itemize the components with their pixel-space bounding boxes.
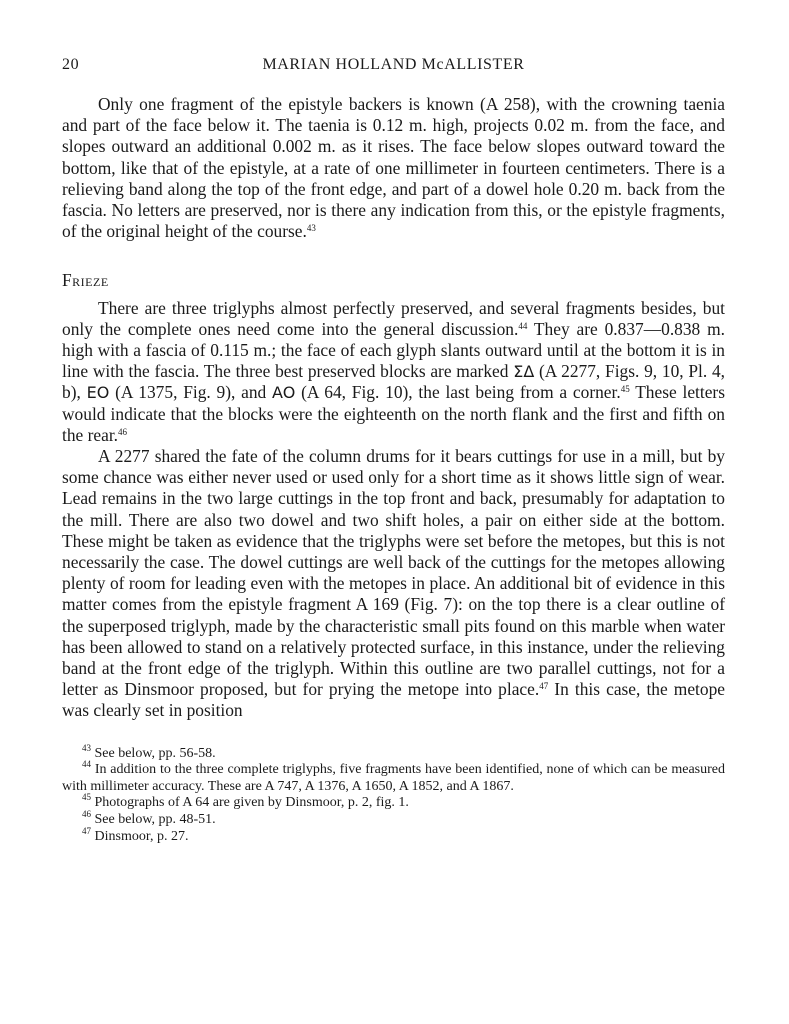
footnote-number: 45 [82,792,91,803]
paragraph-text: These letters would indicate that the blocks were the eighteenth on the north flank and the first and fifth on the rear. [62,382,725,445]
paragraph-triglyphs [62,298,725,446]
body-text [62,94,725,722]
page [62,56,725,845]
paragraph-text: In this case, the metope was clearly set in position [62,679,725,721]
block-letters-sigma-delta: ΣΔ [513,362,535,382]
footnote-ref-46: 46 [118,426,128,437]
footnote-ref-47: 47 [539,681,549,692]
footnote-45 [62,792,725,812]
paragraph-text: (A 2277, Figs. 9, 10, Pl. 4, b), [62,361,725,403]
paragraph-text: A 2277 shared the fate of the column drums for it bears cuttings for use in a mill, but by some chance was either never used or used only for a short time as it shows little sign of wear. Lead remains in the two large cuttings in the top front and back, presumably for adaptation to the mill. There are also two dowel and two shift holes, a pair on either side at the bottom. These might be taken as evidence that the triglyphs were set before the metopes, but this is not necessarily the case. The dowel cuttings are well back of the cuttings for the metopes allowing plenty of room for leading even with the metopes in place. An additional bit of evidence in this matter comes from the epistyle fragment A 169 (Fig. 7): on the top there is a clear outline of the superposed triglyph, made by the characteristic small pits found on this marble when water has been allowed to stand on a relatively protected surface, in this instance, under the relieving band at the front edge of the triglyph. Within this outline are two parallel cuttings, not for a letter as Dinsmoor proposed, but for prying the metope into place. [62,446,725,700]
footnote-47 [62,825,725,846]
footnote-ref-45: 45 [620,384,630,395]
block-letters-ao: AO [272,383,296,403]
footnote-44 [62,759,725,795]
paragraph-text: There are three triglyphs almost perfectly preserved, and several fragments besides, but only the complete ones need come into the general discussion. [62,297,725,339]
page-number: 20 [62,56,80,73]
section-heading-frieze: Frieze [62,270,109,291]
paragraph-text: (A 1375, Fig. 9), and [109,382,273,403]
footnote-text: See below, pp. 56-58. [91,745,216,761]
footnote-number: 47 [82,825,91,836]
footnote-number: 46 [82,809,91,820]
paragraph-text: They are 0.837—0.838 m. high with a fascia of 0.115 m.; the face of each glyph slants outward until at the bottom it is in line with the fascia. The three best preserved blocks are marked [62,318,725,382]
footnote-text: See below, pp. 48-51. [91,812,216,828]
footnotes [62,742,725,846]
footnote-text: Photographs of A 64 are given by Dinsmoor, p. 2, fig. 1. [91,795,409,811]
footnote-46 [62,809,725,829]
paragraph-text: (A 64, Fig. 10), the last being from a corner. [295,382,621,403]
block-letters-eo: EO [86,383,110,403]
paragraph-a2277 [62,446,725,722]
paragraph-epistyle-backers [62,94,725,242]
paragraph-text: Only one fragment of the epistyle backers is known (A 258), with the crowning taenia and part of the face below it. The taenia is 0.12 m. high, projects 0.02 m. from the face, and slopes outward an additional 0.002 m. as it rises. The face below slopes outward toward the bottom, like that of the epistyle, at a rate of one millimeter in fourteen centimeters. There is a relieving band along the top of the front edge, and part of a dowel hole 0.20 m. back from the fascia. No letters are preserved, nor is there any indication from this, or the epistyle fragments, of the original height of the course. [62,94,725,242]
running-title: MARIAN HOLLAND McALLISTER [262,56,525,73]
running-header [62,56,725,80]
footnote-43 [62,742,725,763]
footnote-text: Dinsmoor, p. 27. [91,828,189,844]
footnote-ref-44: 44 [518,320,528,331]
footnote-number: 43 [82,742,91,753]
footnote-number: 44 [82,759,91,770]
footnote-text: In addition to the three complete triglyphs, five fragments have been identified, none of which can be measured with millimeter accuracy. These are A 747, A 1376, A 1650, A 1852, and A 1867. [62,762,725,794]
footnote-ref-43: 43 [306,223,316,234]
